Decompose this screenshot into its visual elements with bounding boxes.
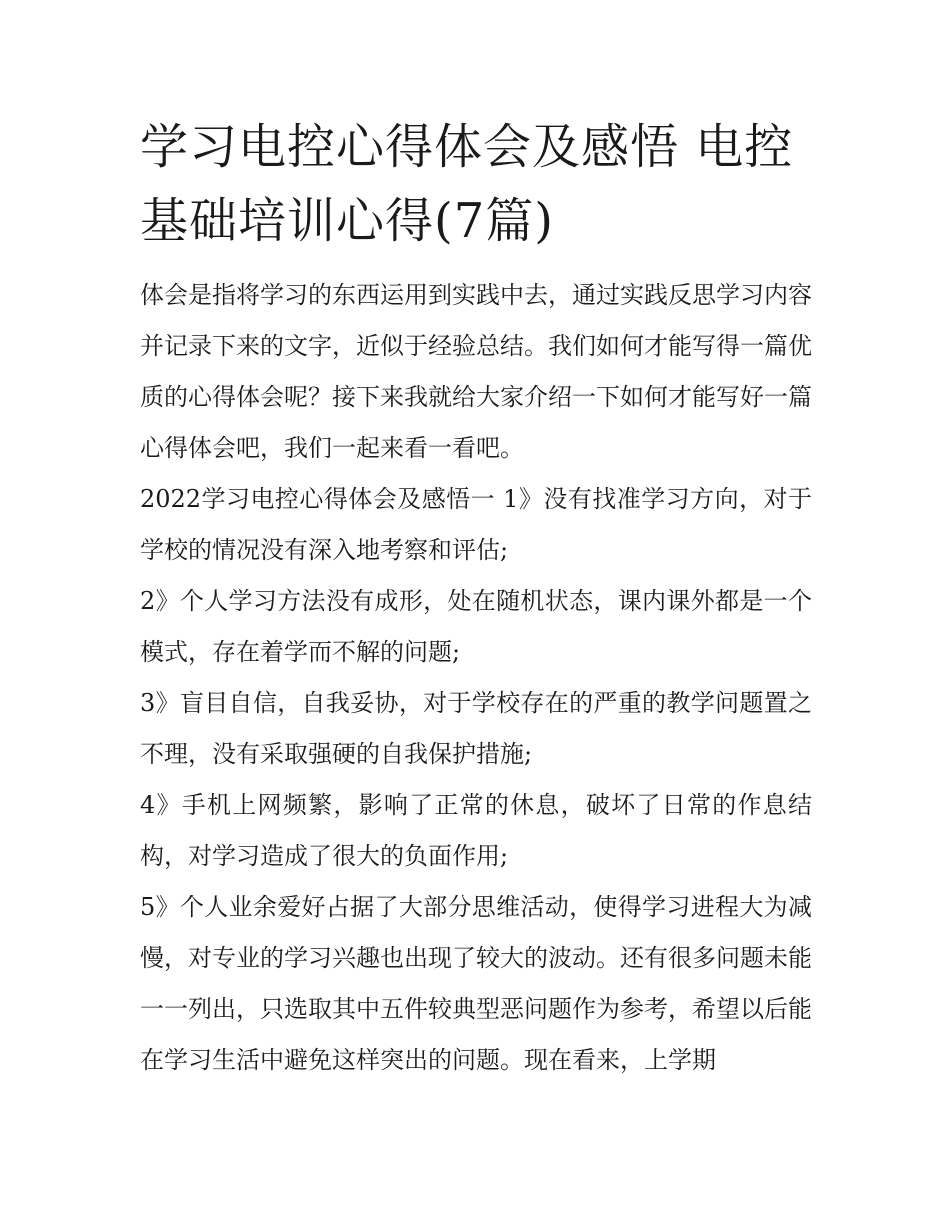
paragraph-item-4: 4》手机上网频繁，影响了正常的休息，破坏了日常的作息结构，对学习造成了很大的负面作用; — [140, 791, 812, 870]
paragraph-intro: 体会是指将学习的东西运用到实践中去，通过实践反思学习内容并记录下来的文字，近似于经验总结。我们如何才能写得一篇优质的心得体会呢？接下来我就给大家介绍一下如何才能写好一篇心得体会吧，我们一起来看一看吧。 — [140, 281, 812, 462]
paragraph-item-3: 3》盲目自信，自我妥协，对于学校存在的严重的教学问题置之不理，没有采取强硬的自我保护措施; — [140, 689, 812, 768]
paragraph-item-5: 5》个人业余爱好占据了大部分思维活动，使得学习进程大为减慢，对专业的学习兴趣也出现了较大的波动。还有很多问题未能一一列出，只选取其中五件较典型恶问题作为参考，希望以后能在学习生活中避免这样突出的问题。现在看来，上学期 — [140, 893, 812, 1074]
document-page — [140, 110, 812, 1086]
paragraph-item-1: 2022学习电控心得体会及感悟一 1》没有找准学习方向，对于学校的情况没有深入地考察和评估; — [140, 485, 812, 564]
paragraph-item-2: 2》个人学习方法没有成形，处在随机状态，课内课外都是一个模式，存在着学而不解的问题; — [140, 587, 812, 666]
document-title: 学习电控心得体会及感悟 电控基础培训心得(7篇) — [140, 119, 794, 249]
